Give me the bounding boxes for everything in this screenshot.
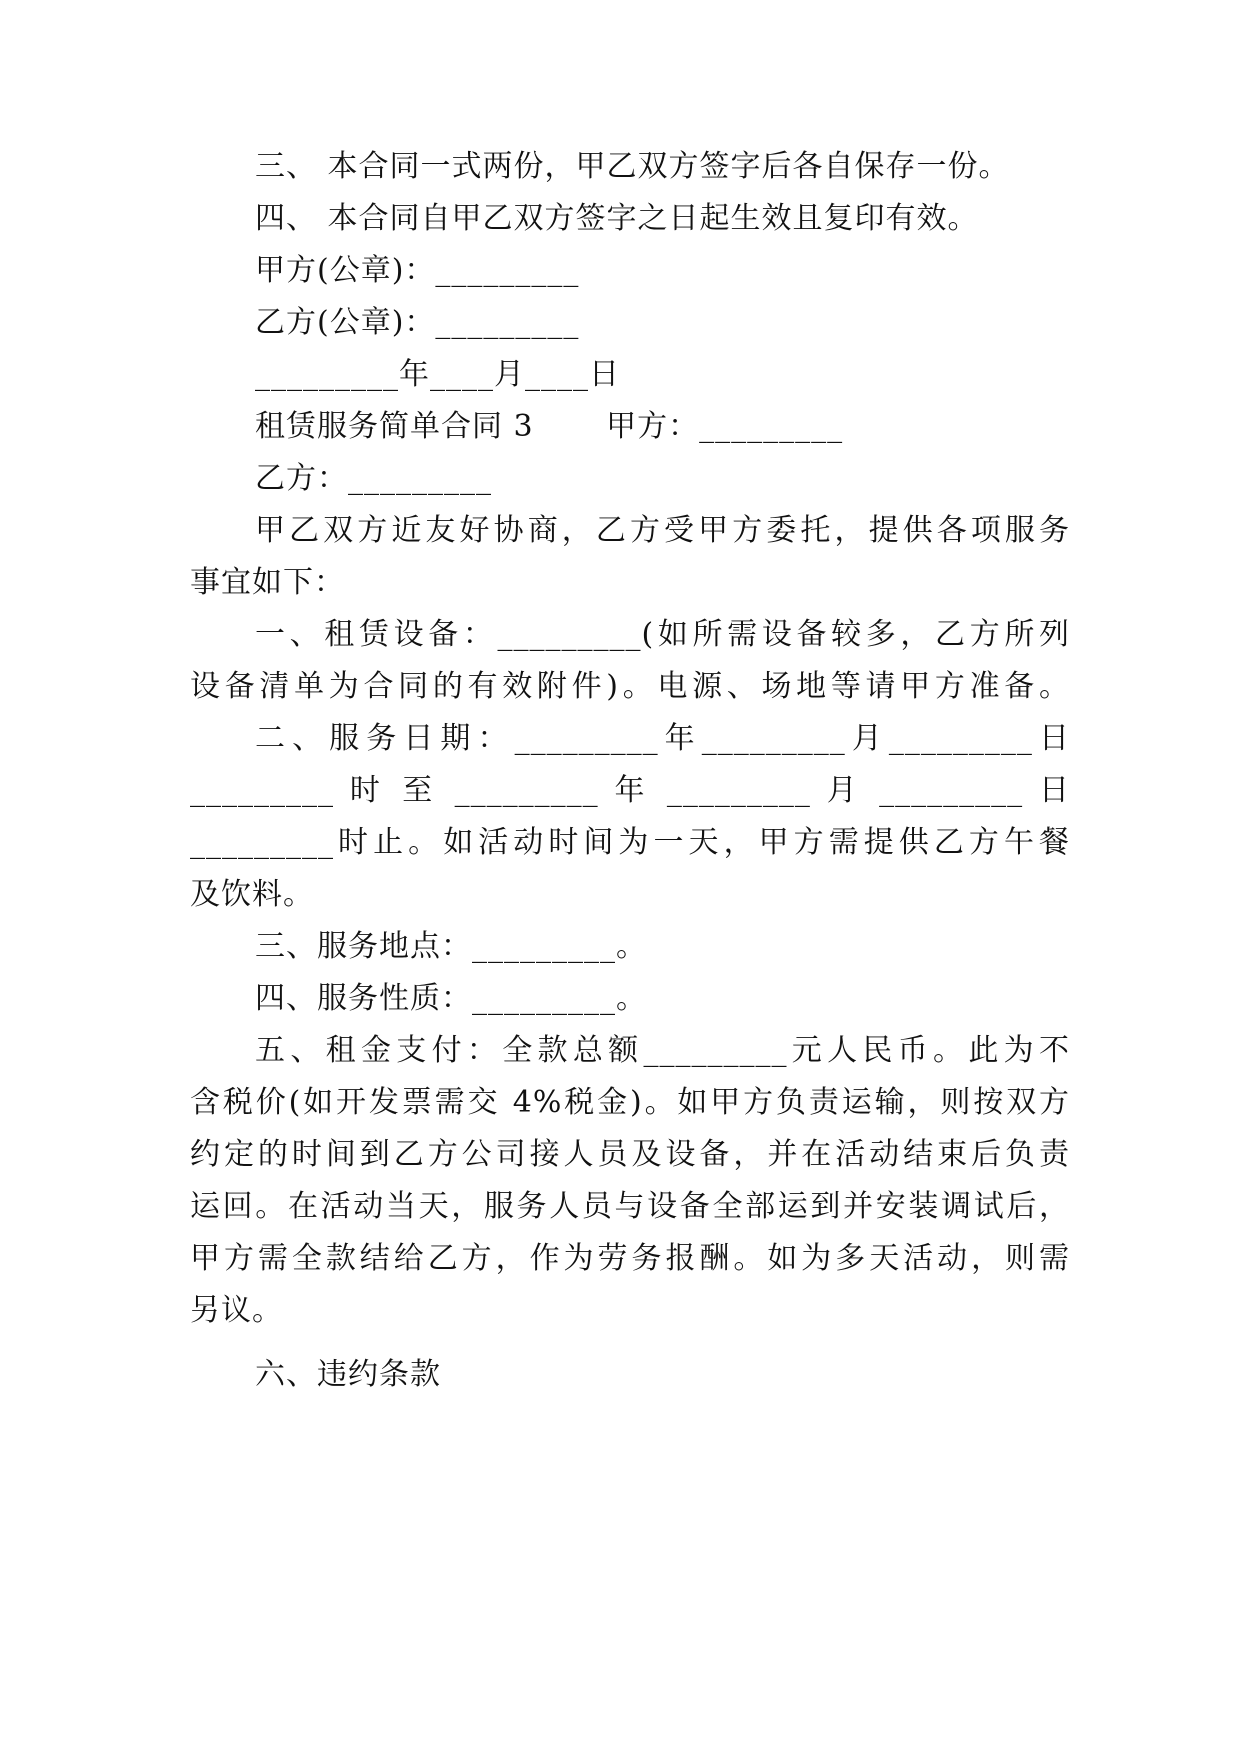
clause-one-line-1: 一、租赁设备：_________(如所需设备较多，乙方所列 <box>255 617 1070 652</box>
intro-paragraph-line-1: 甲乙双方近友好协商，乙方受甲方委托，提供各项服务 <box>255 513 1070 548</box>
party-a-seal-line: 甲方(公章)：_________ <box>255 253 580 288</box>
clause-five-line-3: 约定的时间到乙方公司接人员及设备，并在活动结束后负责 <box>190 1137 1070 1172</box>
clause-five-line-6: 另议。 <box>190 1293 283 1328</box>
date-line: _________年____月____日 <box>255 357 620 392</box>
clause-five-line-4: 运回。在活动当天，服务人员与设备全部运到并安装调试后， <box>190 1189 1070 1224</box>
clause-three-location: 三、服务地点：_________。 <box>255 929 647 964</box>
contract-title-party-a: 租赁服务简单合同 3 甲方：_________ <box>255 409 844 444</box>
party-b-line: 乙方：_________ <box>255 461 492 496</box>
party-b-seal-line: 乙方(公章)：_________ <box>255 305 580 340</box>
clause-two-line-3: _________时止。如活动时间为一天，甲方需提供乙方午餐 <box>190 825 1070 860</box>
clause-two-line-4: 及饮料。 <box>190 877 314 912</box>
clause-four-nature: 四、服务性质：_________。 <box>255 981 647 1016</box>
clause-one-line-2: 设备清单为合同的有效附件)。电源、场地等请甲方准备。 <box>190 669 1070 704</box>
clause-two-line-1: 二、服务日期：_________年_________月_________日 <box>255 721 1070 756</box>
clause-two-line-2: _________ 时 至 _________ 年 _________ 月 _________ 日 <box>190 773 1070 808</box>
clause-five-line-1: 五、租金支付：全款总额_________元人民币。此为不 <box>255 1033 1070 1068</box>
clause-three-copies: 三、 本合同一式两份，甲乙双方签字后各自保存一份。 <box>255 149 1010 184</box>
clause-four-effective: 四、 本合同自甲乙双方签字之日起生效且复印有效。 <box>255 201 979 236</box>
clause-five-line-5: 甲方需全款结给乙方，作为劳务报酬。如为多天活动，则需 <box>190 1241 1070 1276</box>
clause-six-heading: 六、违约条款 <box>255 1357 441 1392</box>
clause-five-line-2: 含税价(如开发票需交 4%税金)。如甲方负责运输，则按双方 <box>190 1085 1070 1120</box>
intro-paragraph-line-2: 事宜如下： <box>190 565 345 600</box>
